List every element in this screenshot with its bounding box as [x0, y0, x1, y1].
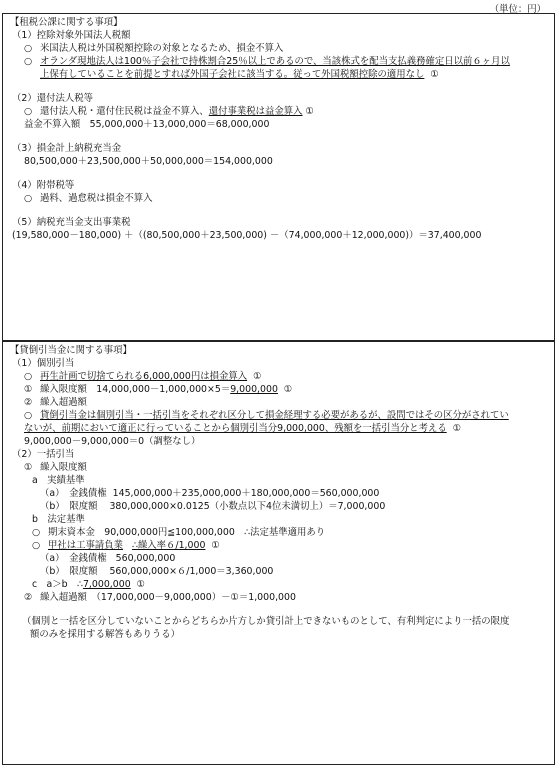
item-text: 還付法人税・還付住民税は益金不算入、	[40, 106, 209, 117]
item-line: (19,580,000－180,000) ＋（(80,500,000＋23,500,000) －（74,000,000＋12,000,000)）＝37,400,000	[12, 230, 482, 241]
item-text-underlined: ∴繰入率６/1,000	[131, 540, 206, 551]
item-text: 繰入限度額 14,000,000－1,000,000×5＝	[40, 384, 231, 395]
item-text: 560,000,000×６/1,000＝3,360,000	[109, 566, 274, 577]
item-text: 145,000,000＋235,000,000＋180,000,000＝560,000,000	[112, 488, 380, 499]
item-text: c a＞b ∴	[32, 579, 83, 590]
item-line	[10, 552, 546, 565]
item-line	[10, 526, 546, 539]
item-text: 上保有していることを前提とすれば外国子会社に該当する。従って外国税額控除の適用なし	[40, 69, 425, 80]
score-mark: ①	[430, 69, 439, 80]
item-line	[10, 55, 546, 68]
item-line	[10, 383, 546, 396]
section-title: 【租税公課に関する事項】	[10, 17, 123, 28]
item-label: （a） 金銭債権	[40, 553, 107, 564]
item-line	[10, 409, 546, 422]
score-mark: ①	[452, 423, 462, 434]
score-mark: ①	[305, 106, 314, 117]
circle-mark: ○	[32, 540, 41, 551]
subheading-lump-sum: （2）一括引当	[12, 449, 75, 460]
item-line	[10, 42, 546, 55]
item-line: a 実績基準	[32, 475, 85, 486]
item-text: オランダ現地法人は100％子会社で持株割合25％以上であるので、当該株式を配当支払義務確定日以前６ヶ月以	[40, 56, 510, 67]
item-text: 米国法人税は外国税額控除の対象となるため、損金不算入	[40, 43, 284, 54]
item-line	[10, 565, 546, 578]
item-line	[10, 68, 546, 81]
item-line: 9,000,000－9,000,000＝0（調整なし）	[24, 436, 201, 447]
subheading-tax-provision: （3）損金計上納税充当金	[12, 143, 122, 154]
item-text: 過料、過怠税は損金不算入	[40, 193, 153, 204]
section-title: 【貸倒引当金に関する事項】	[10, 345, 132, 356]
circle-mark: ○	[32, 527, 41, 538]
item-text: 560,000,000	[115, 553, 176, 564]
tax-section-box	[2, 13, 555, 341]
subheading-foreign-tax: （1）控除対象外国法人税額	[12, 30, 131, 41]
number-mark: ②	[24, 397, 33, 408]
score-mark: ①	[136, 579, 146, 590]
bad-debt-section-box	[2, 341, 555, 765]
item-line: 益金不算入額 55,000,000＋13,000,000＝68,000,000	[24, 119, 270, 130]
item-line	[10, 578, 546, 591]
item-line: 80,500,000＋23,500,000＋50,000,000＝154,000,000	[24, 156, 273, 167]
score-mark: ①	[253, 371, 262, 382]
item-label: （b） 限度額	[40, 501, 98, 512]
item-text: 繰入限度額	[40, 462, 87, 473]
item-text-underlined: 還付事業税は益金算入	[208, 106, 303, 117]
item-text: 380,000,000×0.0125（小数点以下4位未満切上）＝7,000,000	[109, 501, 386, 512]
item-value: 7,000,000	[82, 579, 131, 590]
subheading-individual: （1）個別引当	[12, 358, 75, 369]
circle-mark: ○	[24, 410, 33, 421]
score-mark: ①	[283, 384, 293, 395]
note-line: （個別と一括を区分していないことからどちらか片方しか貸引計上できないものとして、有利判定により一括の限度	[22, 616, 510, 627]
item-line	[10, 591, 546, 604]
item-label: （a） 金銭債権	[40, 488, 107, 499]
circle-mark: ○	[24, 193, 33, 204]
subheading-refund-tax: （2）還付法人税等	[12, 93, 93, 104]
score-mark: ①	[211, 540, 220, 551]
item-text: ないが、前期において適正に行っていることから個別引当分9,000,000、残額を一括引当分と考える	[24, 423, 447, 434]
number-mark: ①	[24, 462, 33, 473]
item-line	[10, 461, 546, 474]
item-text: 貸倒引当金は個別引当・一括引当をそれぞれ区分して損金経理する必要があるが、設問ではその区分がされてい	[40, 410, 509, 421]
item-value: 9,000,000	[230, 384, 278, 395]
item-line	[10, 539, 546, 552]
item-text: 繰入超過額	[40, 397, 87, 408]
item-line: b 法定基準	[32, 514, 85, 525]
item-line	[10, 396, 546, 409]
circle-mark: ○	[24, 56, 33, 67]
circle-mark: ○	[24, 371, 33, 382]
item-line	[10, 370, 546, 383]
item-text: 再生計画で切捨てられる6,000,000円は損金算入	[40, 371, 248, 382]
item-text: 繰入超過額 （17,000,000－9,000,000）－①＝1,000,000	[40, 592, 296, 603]
item-line	[10, 487, 546, 500]
item-text: 甲社は工事請負業	[48, 540, 124, 551]
unit-label: （単位：円）	[489, 4, 546, 15]
note-line: 額のみを採用する解答もありうる）	[30, 629, 181, 640]
item-line	[10, 192, 546, 205]
item-line	[10, 500, 546, 513]
circle-mark: ○	[24, 43, 33, 54]
item-text: 期末資本金 90,000,000円≦100,000,000 ∴法定基準適用あり	[48, 527, 326, 538]
item-label: （b） 限度額	[40, 566, 98, 577]
item-line	[10, 422, 546, 435]
subheading-incidental-tax: （4）附帯税等	[12, 180, 75, 191]
number-mark: ①	[24, 384, 33, 395]
item-line	[10, 105, 546, 118]
number-mark: ②	[24, 592, 33, 603]
circle-mark: ○	[24, 106, 33, 117]
subheading-enterprise-tax: （5）納税充当金支出事業税	[12, 217, 131, 228]
